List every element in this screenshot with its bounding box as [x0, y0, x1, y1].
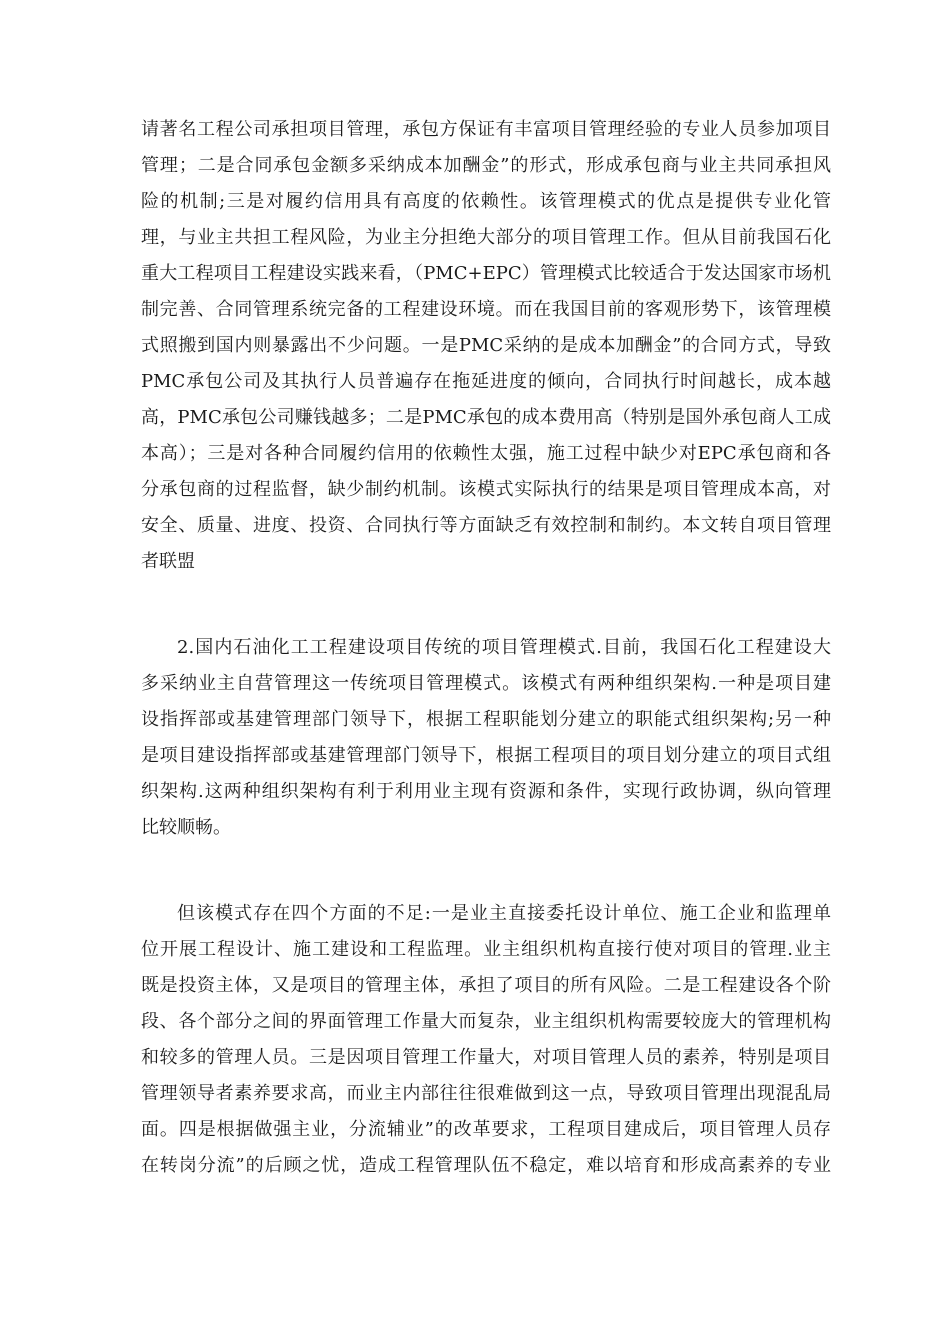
text-line-first: 但该模式存在四个方面的不足:一是业主直接委托设计单位、施工企业和监理单 [177, 903, 831, 924]
text-line: 分承包商的过程监督，缺少制约机制。该模式实际执行的结果是项目管理成本高，对 [141, 479, 831, 500]
text-line: 段、各个部分之间的界面管理工作量大而复杂，业主组织机构需要较庞大的管理机构 [141, 1011, 831, 1032]
text-line: 多采纳业主自营管理这一传统项目管理模式。该模式有两种组织架构.一种是项目建 [141, 673, 831, 694]
text-line: 管理领导者素养要求高，而业主内部往往很难做到这一点，导致项目管理出现混乱局 [141, 1083, 831, 1104]
text-line: 请著名工程公司承担项目管理，承包方保证有丰富项目管理经验的专业人员参加项目 [141, 119, 831, 140]
text-line-last: 比较顺畅。 [141, 817, 231, 838]
text-line: 本高）；三是对各种合同履约信用的依赖性太强，施工过程中缺少对EPC承包商和各 [141, 443, 831, 464]
text-line: 险的机制;三是对履约信用具有高度的依赖性。该管理模式的优点是提供专业化管 [141, 191, 831, 212]
text-line: 理，与业主共担工程风险，为业主分担绝大部分的项目管理工作。但从目前我国石化 [141, 227, 831, 248]
text-line: PMC承包公司及其执行人员普遍存在拖延进度的倾向，合同执行时间越长，成本越 [141, 371, 831, 392]
text-line: 是项目建设指挥部或基建管理部门领导下，根据工程项目的项目划分建立的项目式组 [141, 745, 831, 766]
text-line: 织架构.这两种组织架构有利于利用业主现有资源和条件，实现行政协调，纵向管理 [141, 781, 831, 802]
text-line: 既是投资主体，又是项目的管理主体，承担了项目的所有风险。二是工程建设各个阶 [141, 975, 831, 996]
text-line: 位开展工程设计、施工建设和工程监理。业主组织机构直接行使对项目的管理.业主 [141, 939, 831, 960]
text-line-last: 者联盟 [141, 551, 195, 572]
text-line: 在转岗分流”的后顾之忧，造成工程管理队伍不稳定，难以培育和形成高素养的专业 [141, 1155, 831, 1176]
text-line: 式照搬到国内则暴露出不少问题。一是PMC采纳的是成本加酬金”的合同方式，导致 [141, 335, 831, 356]
text-line: 高，PMC承包公司赚钱越多；二是PMC承包的成本费用高（特别是国外承包商人工成 [141, 407, 831, 428]
text-line: 安全、质量、进度、投资、合同执行等方面缺乏有效控制和制约。本文转自项目管理 [141, 515, 831, 536]
text-line: 制完善、合同管理系统完备的工程建设环境。而在我国目前的客观形势下，该管理模 [141, 299, 831, 320]
text-line: 面。四是根据做强主业，分流辅业”的改革要求，工程项目建成后，项目管理人员存 [141, 1119, 831, 1140]
text-line-first: 2.国内石油化工工程建设项目传统的项目管理模式.目前，我国石化工程建设大 [177, 637, 831, 658]
text-line: 设指挥部或基建管理部门领导下，根据工程职能划分建立的职能式组织架构;另一种 [141, 709, 831, 730]
text-line: 重大工程项目工程建设实践来看，（PMC+EPC）管理模式比较适合于发达国家市场机 [141, 263, 831, 284]
text-line: 和较多的管理人员。三是因项目管理工作量大，对项目管理人员的素养，特别是项目 [141, 1047, 831, 1068]
text-line: 管理；二是合同承包金额多采纳成本加酬金”的形式，形成承包商与业主共同承担风 [141, 155, 831, 176]
